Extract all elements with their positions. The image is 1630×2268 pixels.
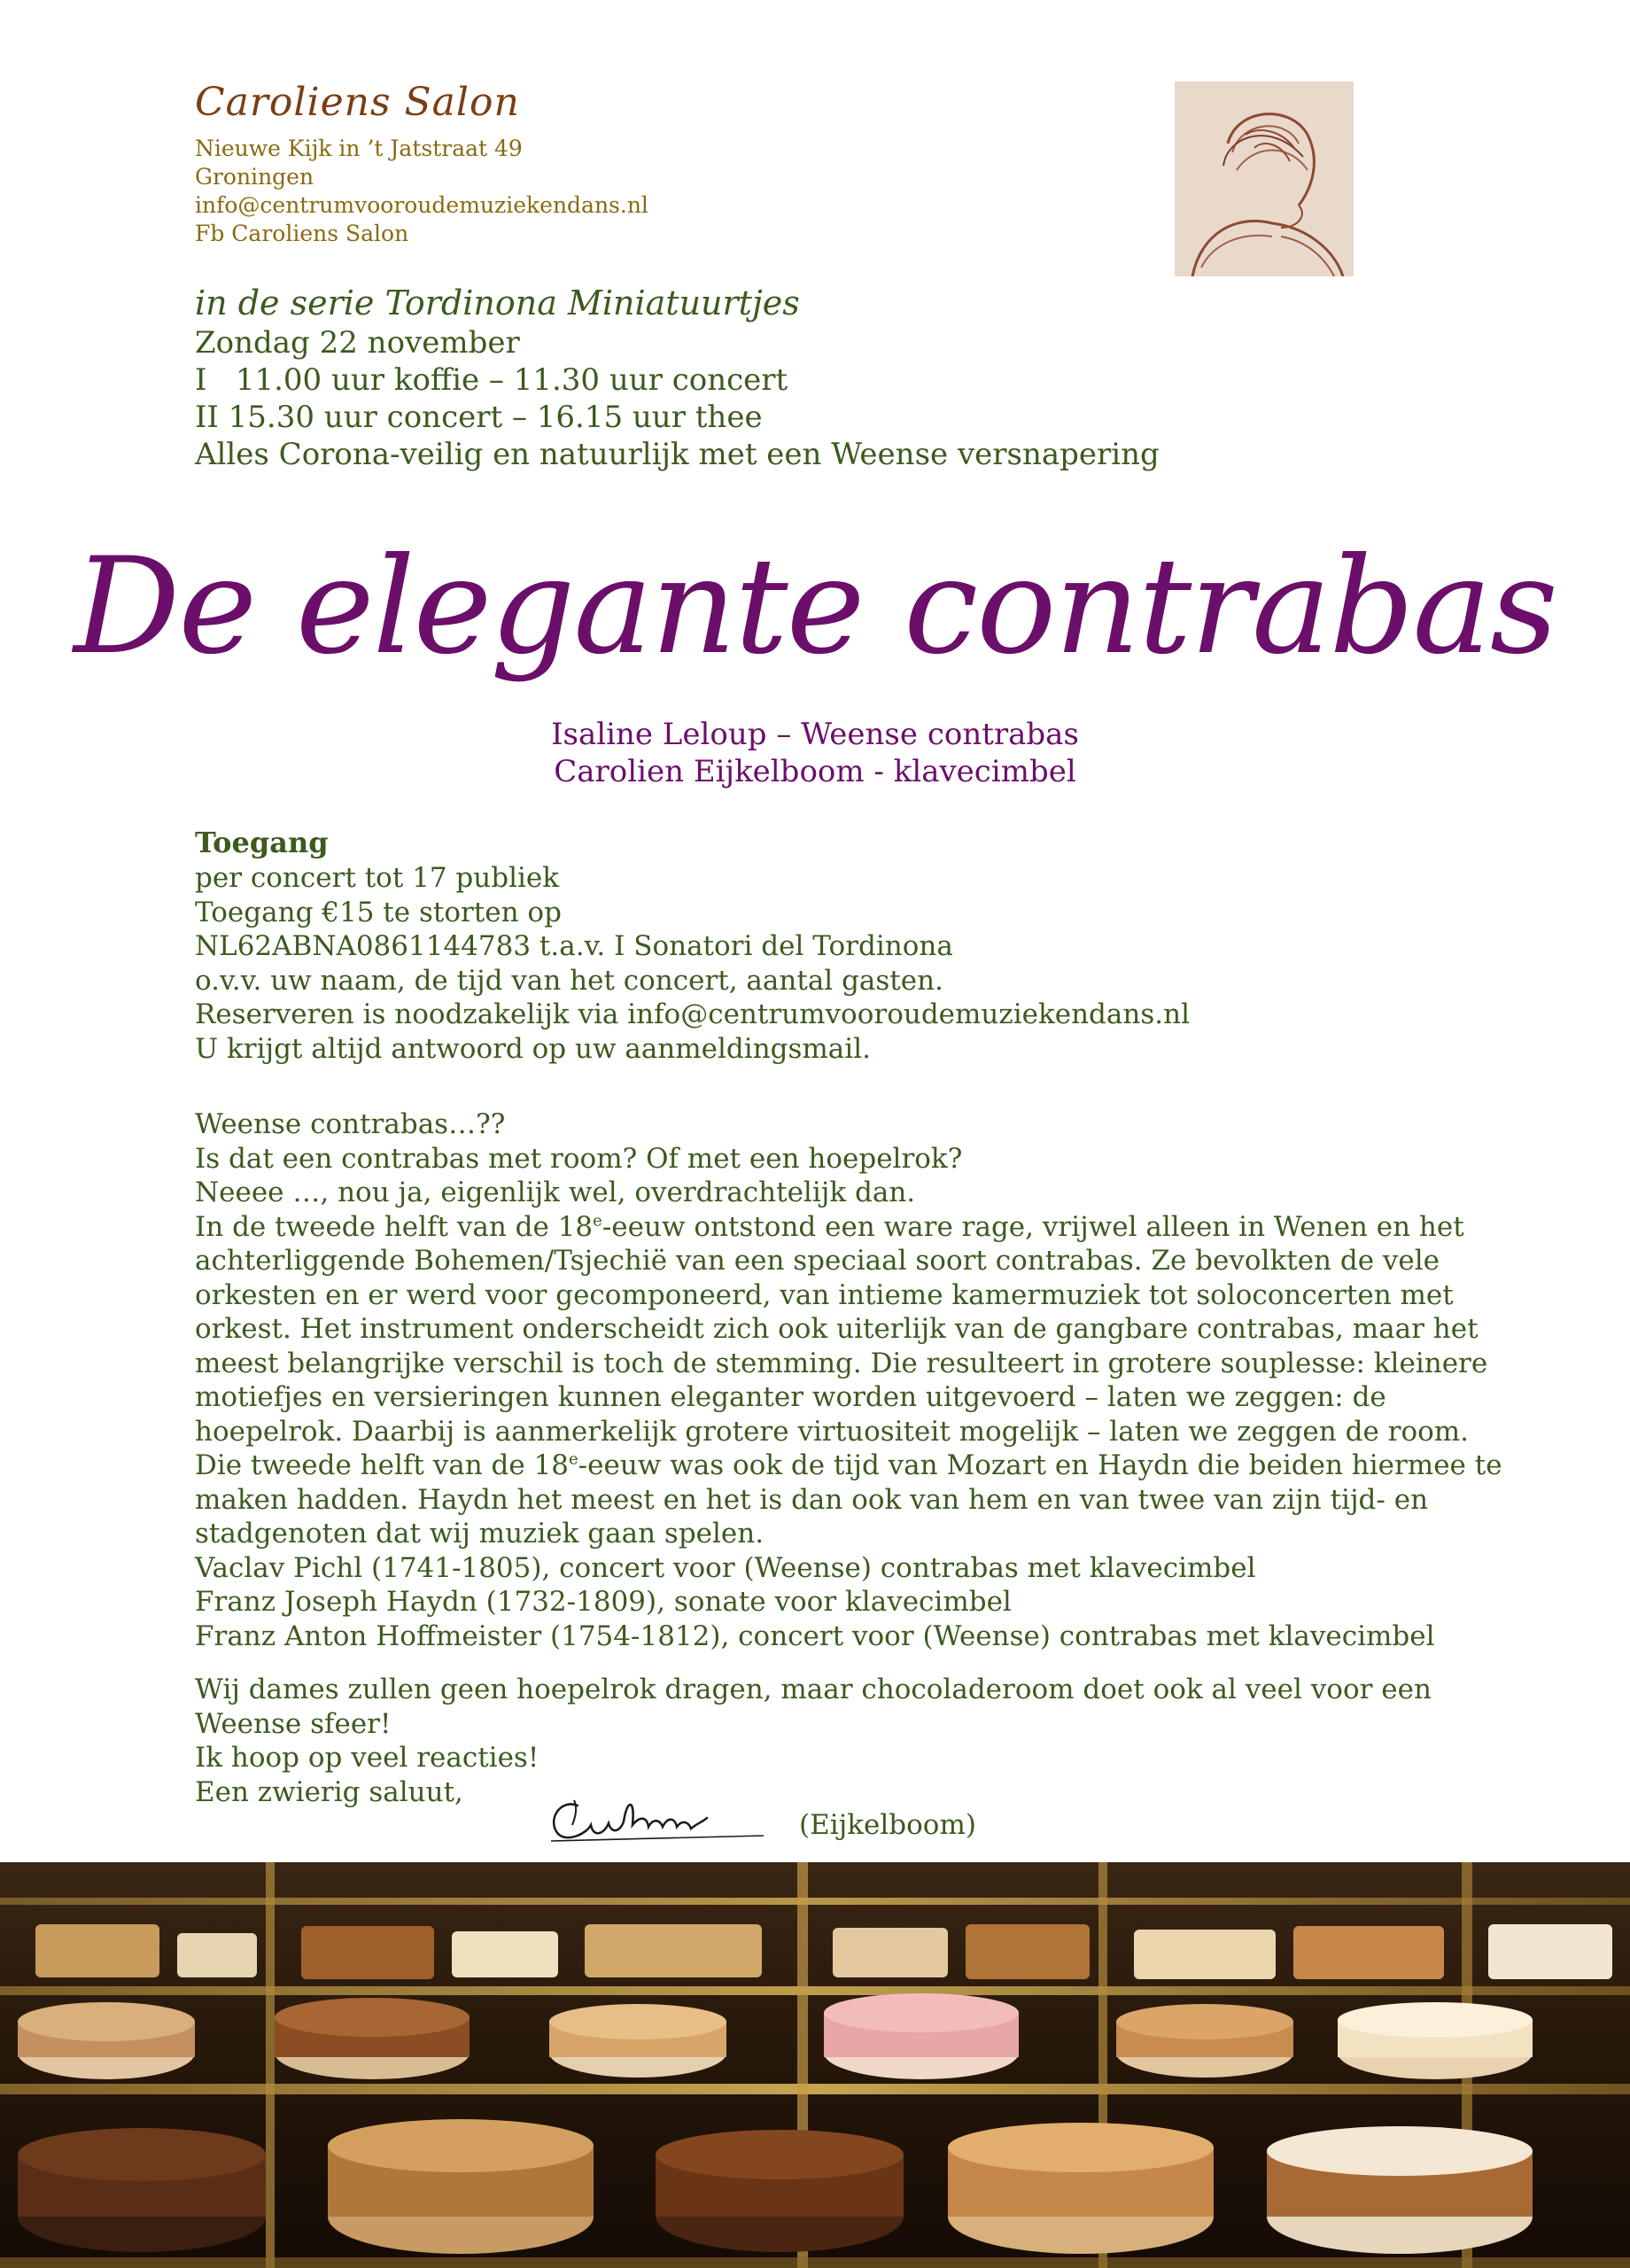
address-city: Groningen — [195, 164, 314, 190]
body-line: hoepelrok. Daarbij is aanmerkelijk grotere virtuositeit mogelijk – laten we zeggen de room. — [195, 1415, 1470, 1448]
admission-line: U krijgt altijd antwoord op uw aanmeldingsmail. — [195, 1032, 871, 1065]
performer-1: Isaline Leloup – Weense contrabas — [551, 717, 1079, 752]
program-item: Franz Anton Hoffmeister (1754-1812), concert voor (Weense) contrabas met klavecimbel — [195, 1619, 1435, 1652]
admission-line: NL62ABNA0861144783 t.a.v. I Sonatori del Tordinona — [195, 930, 953, 962]
body-text-span: -eeuw ontstond een ware rage, vrijwel alleen in Wenen en het — [602, 1210, 1464, 1243]
body-line: achterliggende Bohemen/Tsjechië van een speciaal soort contrabas. Ze bevolkten de vele — [195, 1245, 1440, 1277]
address-email: info@centrumvooroudemuziekendans.nl — [195, 192, 648, 218]
body-line: Neeee …, nou ja, eigenlijk wel, overdrachtelijk dan. — [195, 1177, 916, 1208]
body-line: maken hadden. Haydn het meest en het is dan ook van hem en van twee van zijn tijd- en — [195, 1483, 1429, 1516]
ordinal-sup: e — [569, 1449, 578, 1469]
closing-line: Ik hoop op veel reacties! — [195, 1742, 539, 1774]
program-item: Vaclav Pichl (1741-1805), concert voor (Weense) contrabas met klavecimbel — [195, 1551, 1256, 1584]
series-session-2: II 15.30 uur concert – 16.15 uur thee — [195, 400, 763, 435]
body-line: orkesten en er werd voor gecomponeerd, van intieme kamermuziek tot soloconcerten met — [195, 1278, 1454, 1311]
series-date: Zondag 22 november — [195, 325, 520, 361]
admission-line: per concert tot 17 publiek — [195, 862, 560, 894]
performers-block — [0, 716, 1630, 790]
body-line: stadgenoten dat wij muziek gaan spelen. — [195, 1518, 765, 1550]
signature-name: (Eijkelboom) — [799, 1809, 976, 1841]
body-line: Is dat een contrabas met room? Of met een hoepelrok? — [195, 1142, 963, 1175]
body-line — [195, 1449, 1502, 1483]
admission-heading: Toegang — [195, 826, 329, 859]
closing-line: Weense sfeer! — [195, 1707, 392, 1740]
series-title: in de serie Tordinona Miniatuurtjes — [195, 284, 800, 322]
event-title: De elegante contrabas — [74, 530, 1556, 684]
body-line — [195, 1210, 1464, 1245]
admission-line: Toegang €15 te storten op — [195, 896, 562, 928]
address-facebook: Fb Caroliens Salon — [195, 221, 409, 246]
portrait-sketch — [1175, 82, 1354, 276]
address-street: Nieuwe Kijk in ’t Jatstraat 49 — [195, 136, 523, 161]
admission-line: o.v.v. uw naam, de tijd van het concert, aantal gasten. — [195, 964, 943, 997]
handwritten-signature — [542, 1790, 772, 1852]
description-block — [195, 1107, 1502, 1653]
closing-line: Wij dames zullen geen hoepelrok dragen, maar chocoladeroom doet ook al veel voor een — [195, 1674, 1432, 1705]
body-line: motiefjes en versieringen kunnen eleganter worden uitgevoerd – laten we zeggen: de — [195, 1381, 1386, 1413]
program-item: Franz Joseph Haydn (1732-1809), sonate voor klavecimbel — [195, 1586, 1012, 1618]
ordinal-sup: e — [593, 1211, 602, 1231]
body-text-span: In de tweede helft van de 18 — [195, 1210, 594, 1243]
body-text-span: Die tweede helft van de 18 — [195, 1449, 570, 1481]
series-block — [195, 282, 1160, 473]
closing-line: Een zwierig saluut, — [195, 1775, 463, 1808]
body-line: orkest. Het instrument onderscheidt zich ook uiterlijk van de gangbare contrabas, maar het — [195, 1313, 1479, 1345]
body-line: meest belangrijke verschil is toch de stemming. Die resulteert in grotere souplesse: kleinere — [195, 1347, 1488, 1379]
admission-block — [195, 824, 1190, 1066]
admission-line: Reserveren is noodzakelijk via info@centrumvooroudemuziekendans.nl — [195, 998, 1190, 1030]
body-line: Weense contrabas…?? — [195, 1108, 506, 1140]
closing-block — [195, 1673, 1432, 1809]
body-text-span: -eeuw was ook de tijd van Mozart en Haydn die beiden hiermee te — [578, 1449, 1502, 1481]
series-session-1: I 11.00 uur koffie – 11.30 uur concert — [195, 362, 788, 398]
salon-name: Caroliens Salon — [195, 80, 520, 125]
performer-2: Carolien Eijkelboom - klavecimbel — [554, 754, 1076, 789]
address-block — [195, 135, 648, 248]
pastry-display-photo — [0, 1862, 1630, 2268]
series-note: Alles Corona-veilig en natuurlijk met een Weense versnapering — [195, 437, 1160, 472]
